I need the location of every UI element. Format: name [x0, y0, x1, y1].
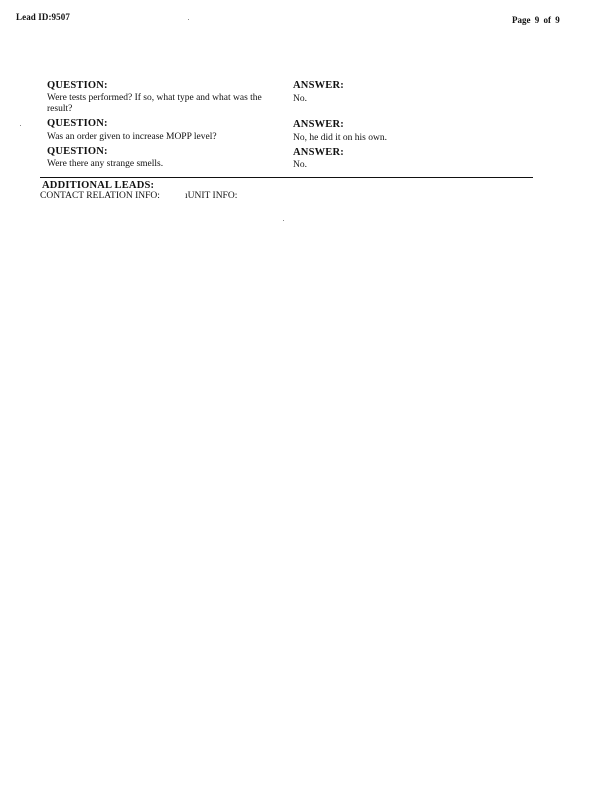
answer-text: No. — [293, 160, 307, 170]
scan-speck — [20, 125, 21, 126]
answer-label: ANSWER: — [293, 80, 344, 91]
lead-id: Lead ID:9507 — [16, 12, 70, 22]
answer-text: No. — [293, 94, 307, 104]
answer-label: ANSWER: — [293, 119, 344, 130]
question-label: QUESTION: — [47, 146, 108, 157]
question-label: QUESTION: — [47, 118, 108, 129]
contact-relation-info-label: CONTACT RELATION INFO: — [40, 191, 160, 201]
section-divider — [40, 177, 533, 178]
unit-info-label: ıUNIT INFO: — [185, 191, 238, 201]
scan-speck — [188, 19, 189, 20]
additional-leads-title: ADDITIONAL LEADS: — [42, 180, 155, 191]
question-text: Were tests performed? If so, what type and what was the result? — [47, 93, 262, 114]
question-text: Were there any strange smells. — [47, 159, 164, 169]
answer-text: No, he did it on his own. — [293, 133, 387, 143]
answer-label: ANSWER: — [293, 147, 344, 158]
page-number: Page 9 of 9 — [512, 15, 560, 25]
question-text: Was an order given to increase MOPP level? — [47, 132, 217, 142]
scan-speck — [283, 220, 284, 221]
question-label: QUESTION: — [47, 80, 108, 91]
